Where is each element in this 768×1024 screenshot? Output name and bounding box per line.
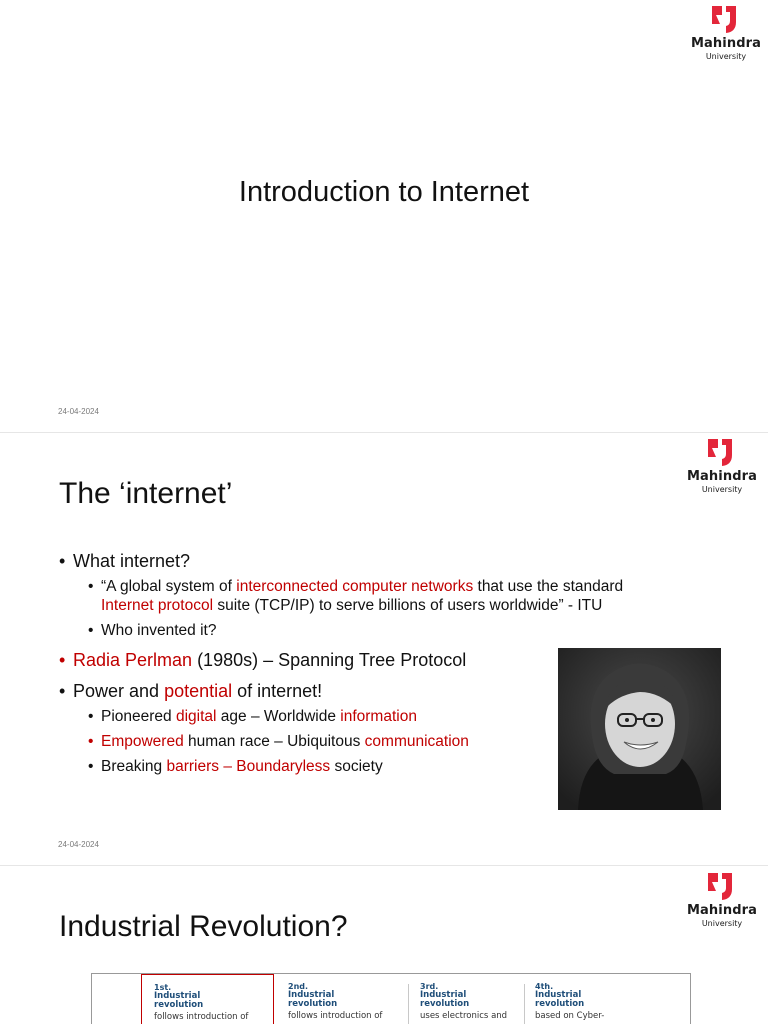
quote-text: suite (TCP/IP) to serve billions of users worldwide” - ITU [213, 597, 603, 614]
sub-bullet-highlight: communication [364, 733, 469, 750]
sub-bullet-text: Pioneered [101, 708, 176, 725]
revolution-desc: follows introduction of [154, 1012, 249, 1022]
slide-title [0, 0, 768, 432]
sub-bullet-highlight: barriers – Boundaryless [166, 758, 331, 775]
quote-highlight: interconnected computer networks [236, 578, 474, 595]
quote-text: “A global system of [101, 578, 237, 595]
sub-bullet-text: society [330, 758, 383, 775]
revolution-number: 1st. [154, 983, 172, 992]
revolution-label: revolution [154, 1000, 204, 1010]
slide-heading: Industrial Revolution? [59, 910, 348, 943]
logo-mark-icon [706, 6, 746, 34]
sub-bullet-text: Who invented it? [101, 622, 217, 639]
revolution-card [275, 974, 405, 1024]
logo-name: Mahindra [687, 469, 757, 484]
sub-bullet-highlight: information [340, 708, 417, 725]
logo-mark-icon [702, 439, 742, 467]
slide-heading: The ‘internet’ [59, 477, 233, 510]
slide-date: 24-04-2024 [58, 840, 99, 849]
revolution-number: 2nd. [288, 982, 309, 991]
logo-subtitle: University [705, 52, 747, 61]
logo-name: Mahindra [687, 903, 757, 918]
quote-highlight: Internet protocol [101, 597, 214, 614]
revolution-desc: follows introduction of [288, 1011, 383, 1021]
slide-title-text: Introduction to Internet [238, 176, 530, 208]
perlman-name: Radia Perlman [73, 650, 193, 670]
bullet-item [59, 550, 719, 640]
sub-bullet-text: human race – Ubiquitous [183, 733, 365, 750]
bullet-text: of internet! [232, 681, 323, 701]
slide-internet [0, 433, 768, 865]
logo [682, 873, 762, 935]
sub-bullet-highlight: Empowered [101, 733, 184, 750]
revolution-label: Industrial [288, 990, 335, 1000]
revolution-label: Industrial [420, 990, 467, 1000]
bullet-text: What internet? [73, 551, 191, 571]
revolution-card [409, 974, 524, 1024]
revolution-label: revolution [420, 999, 470, 1009]
slide-industrial [0, 866, 768, 1024]
revolution-desc: based on Cyber- [535, 1011, 605, 1021]
logo [686, 6, 766, 68]
revolution-label: revolution [288, 999, 338, 1009]
logo-mark-icon [702, 873, 742, 901]
slide-date: 24-04-2024 [58, 407, 99, 416]
sub-bullet-list [59, 577, 719, 640]
revolution-number: 3rd. [420, 982, 439, 991]
revolution-label: Industrial [535, 990, 582, 1000]
perlman-text: (1980s) – Spanning Tree Protocol [192, 650, 467, 670]
revolution-label: Industrial [154, 991, 201, 1001]
revolution-card [525, 974, 655, 1024]
bullet-text: Power and [73, 681, 165, 701]
logo-subtitle: University [701, 485, 743, 494]
sub-bullet-text: Breaking [101, 758, 167, 775]
logo [682, 439, 762, 501]
revolution-diagram [91, 973, 691, 1024]
portrait-illustration [558, 648, 721, 810]
sub-bullet-text: age – Worldwide [216, 708, 341, 725]
revolution-card [141, 974, 274, 1024]
quote-text: that use the standard [473, 578, 624, 595]
sub-bullet-item [59, 577, 719, 615]
revolution-label: revolution [535, 999, 585, 1009]
sub-bullet-item [59, 621, 719, 640]
portrait-photo [558, 648, 721, 810]
revolution-number: 4th. [535, 982, 554, 991]
logo-name: Mahindra [691, 36, 761, 51]
sub-bullet-highlight: digital [175, 708, 217, 725]
revolution-desc: uses electronics and [420, 1011, 508, 1021]
bullet-highlight: potential [164, 681, 233, 701]
logo-subtitle: University [701, 919, 743, 928]
